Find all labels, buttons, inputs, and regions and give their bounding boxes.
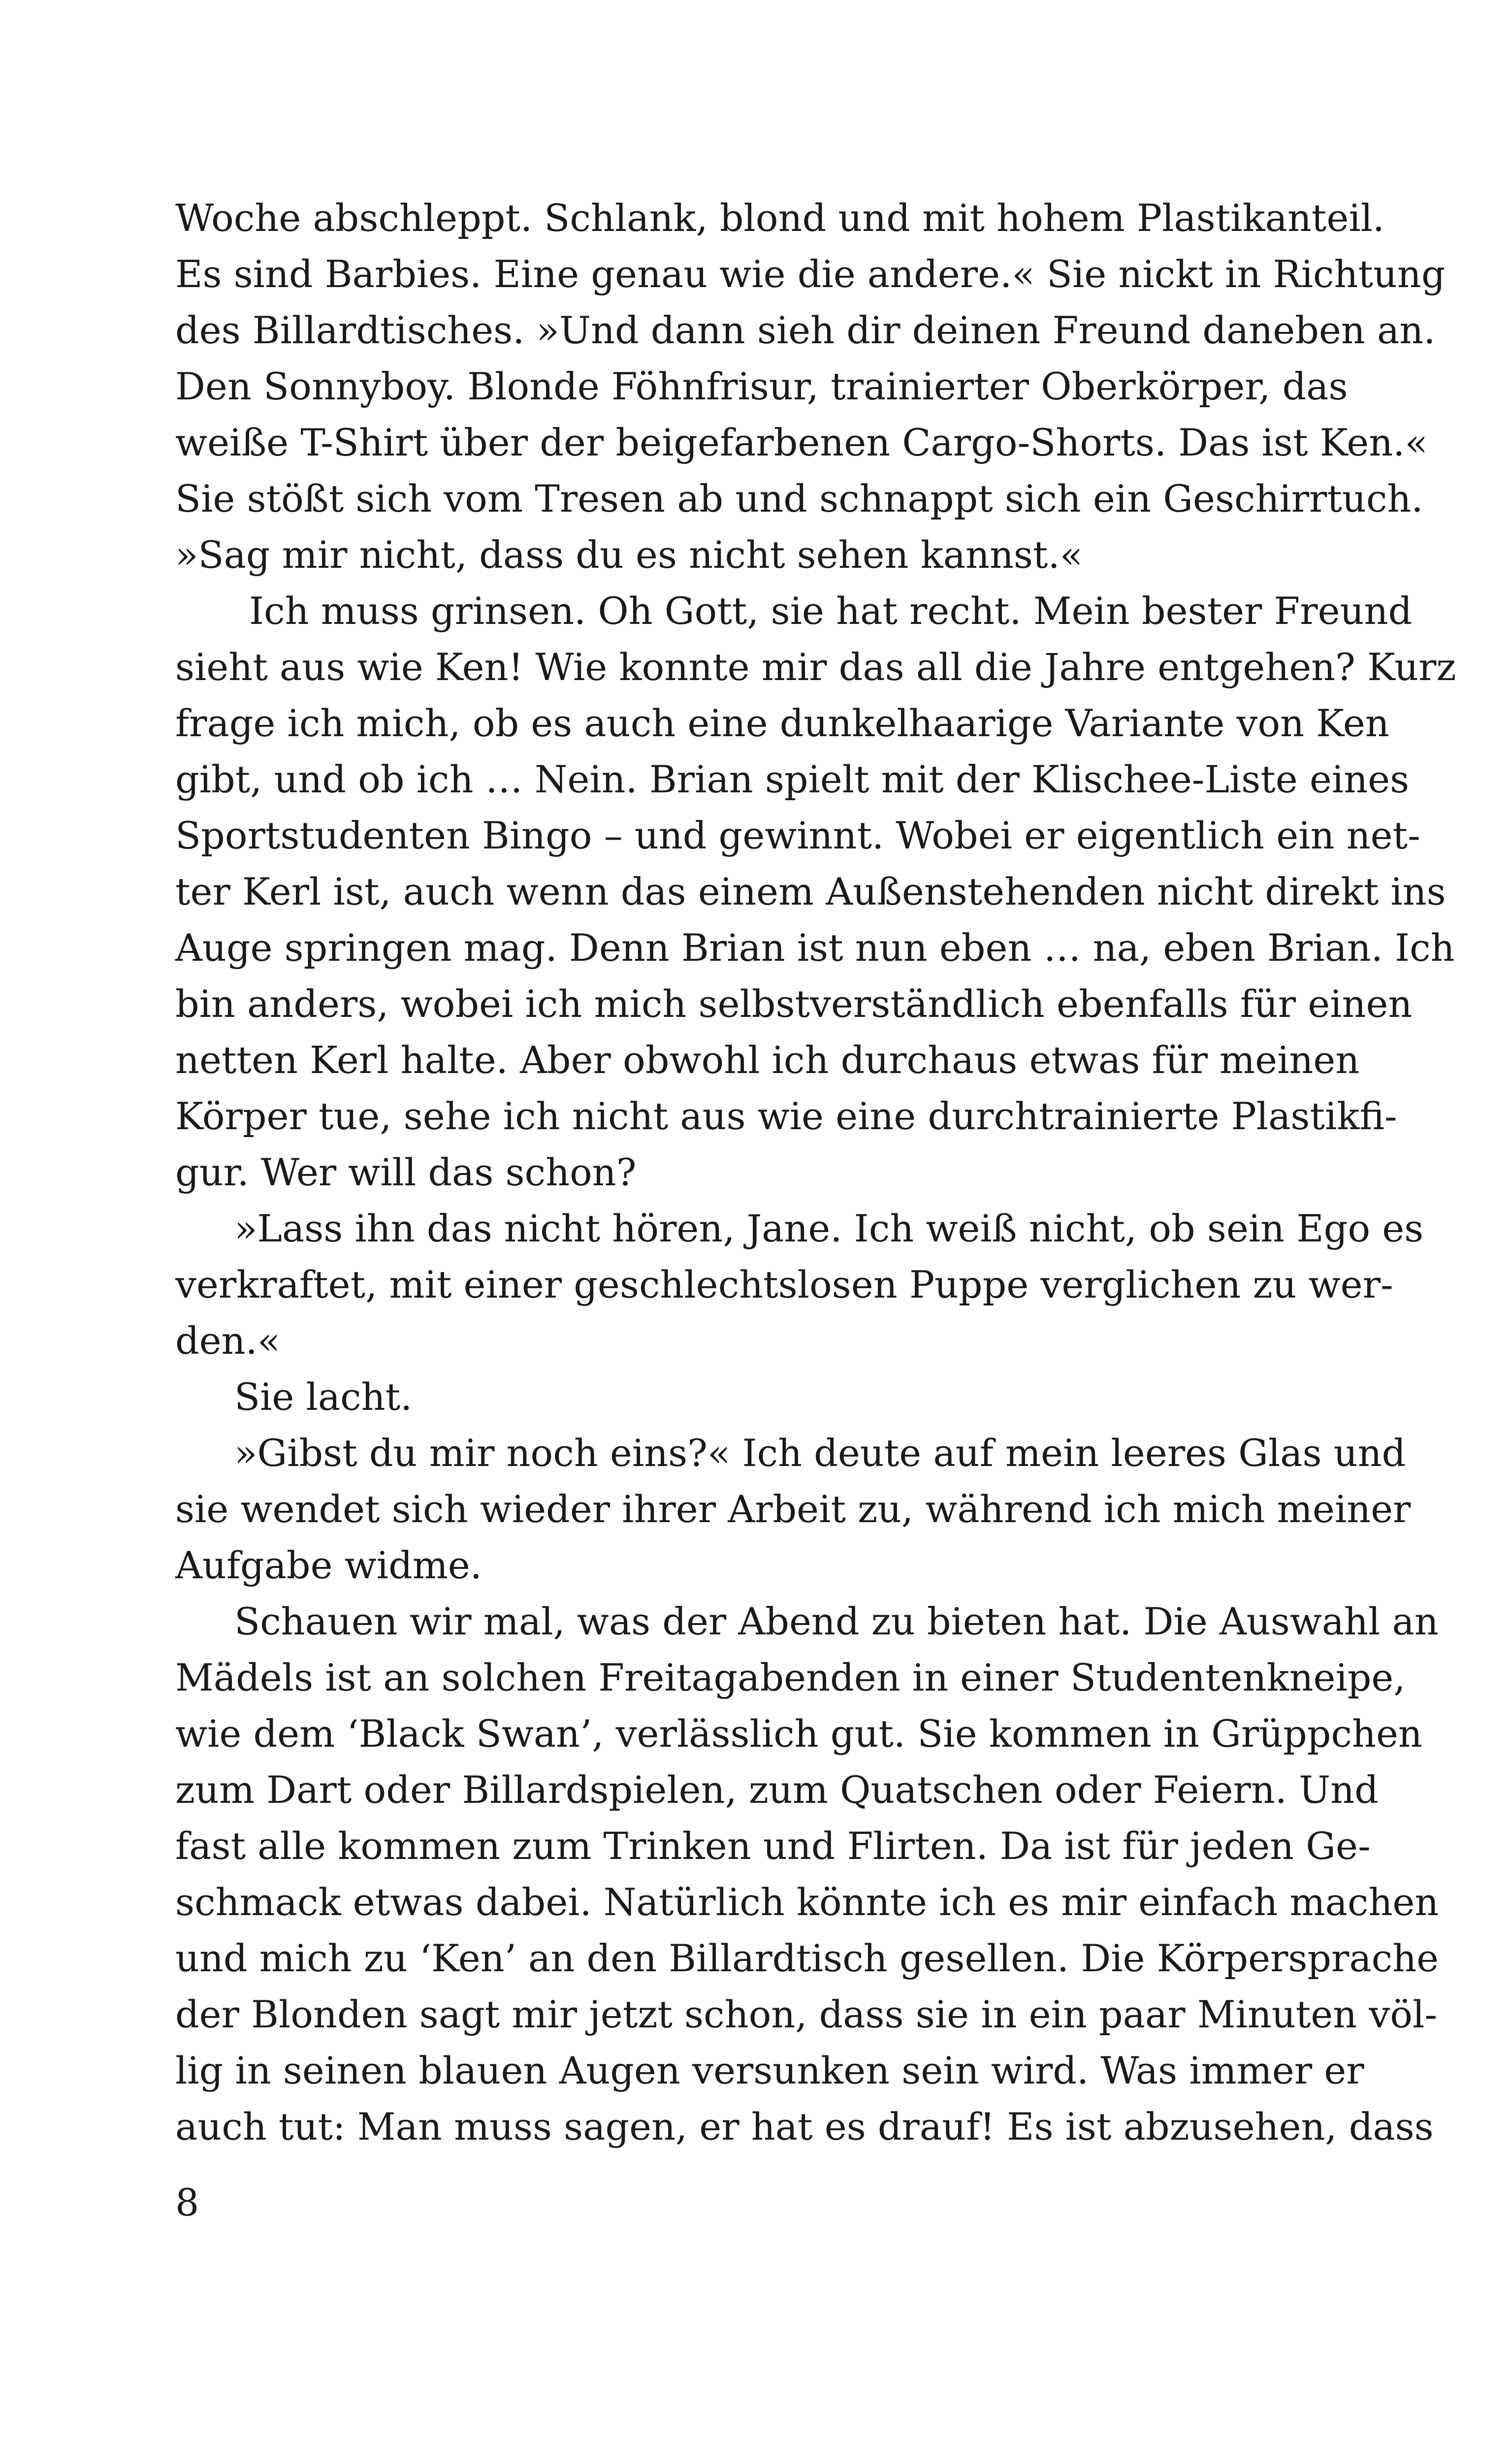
body-text	[175, 190, 1456, 2155]
text-line: gur. Wer will das schon?	[175, 1150, 637, 1194]
text-line: Auge springen mag. Denn Brian ist nun eben … na, eben Brian. Ich	[175, 926, 1455, 970]
text-line: sie wendet sich wieder ihrer Arbeit zu, während ich mich meiner	[175, 1487, 1411, 1531]
text-line: Mädels ist an solchen Freitagabenden in einer Studentenkneipe,	[175, 1656, 1406, 1699]
text-line: bin anders, wobei ich mich selbstverständlich ebenfalls für einen	[175, 982, 1413, 1026]
text-line: Aufgabe widme.	[175, 1543, 482, 1587]
text-line: des Billardtisches. »Und dann sieh dir deinen Freund daneben an.	[175, 308, 1436, 352]
text-line: verkraftet, mit einer geschlechtslosen Puppe verglichen zu wer-	[175, 1263, 1393, 1306]
text-line: der Blonden sagt mir jetzt schon, dass sie in ein paar Minuten völ-	[175, 1992, 1438, 2036]
text-line: schmack etwas dabei. Natürlich könnte ich es mir einfach machen	[175, 1880, 1439, 1924]
text-line: zum Dart oder Billardspielen, zum Quatschen oder Feiern. Und	[175, 1768, 1379, 1812]
text-line: Schauen wir mal, was der Abend zu bieten hat. Die Auswahl an	[234, 1599, 1439, 1643]
text-line: fast alle kommen zum Trinken und Flirten. Da ist für jeden Ge-	[175, 1824, 1371, 1868]
text-line: Sie stößt sich vom Tresen ab und schnappt sich ein Geschirrtuch.	[175, 477, 1423, 521]
text-line: sieht aus wie Ken! Wie konnte mir das all die Jahre entgehen? Kurz	[175, 645, 1456, 689]
text-line: ter Kerl ist, auch wenn das einem Außenstehenden nicht direkt ins	[175, 870, 1446, 913]
text-line: Sportstudenten Bingo – und gewinnt. Wobei er eigentlich ein net-	[175, 814, 1420, 857]
text-line: »Sag mir nicht, dass du es nicht sehen kannst.«	[175, 533, 1083, 577]
text-line: Körper tue, sehe ich nicht aus wie eine durchtrainierte Plastikfi-	[175, 1094, 1397, 1138]
text-line: und mich zu ‘Ken’ an den Billardtisch gesellen. Die Körpersprache	[175, 1936, 1439, 1980]
text-line: gibt, und ob ich … Nein. Brian spielt mit der Klischee-Liste eines	[175, 757, 1410, 801]
text-line: weiße T-Shirt über der beigefarbenen Cargo-Shorts. Das ist Ken.«	[175, 421, 1428, 464]
text-line: netten Kerl halte. Aber obwohl ich durchaus etwas für meinen	[175, 1038, 1360, 1082]
text-line: den.«	[175, 1319, 281, 1363]
text-line: »Lass ihn das nicht hören, Jane. Ich weiß nicht, ob sein Ego es	[234, 1206, 1424, 1250]
text-line: Den Sonnyboy. Blonde Föhnfrisur, trainierter Oberkörper, das	[175, 364, 1348, 408]
text-line: Sie lacht.	[234, 1375, 413, 1419]
text-line: »Gibst du mir noch eins?« Ich deute auf mein leeres Glas und	[234, 1431, 1406, 1475]
text-line: Woche abschleppt. Schlank, blond und mit hohem Plastikanteil.	[175, 196, 1385, 240]
text-line: wie dem ‘Black Swan’, verlässlich gut. Sie kommen in Grüppchen	[175, 1712, 1422, 1756]
page-number: 8	[175, 2181, 199, 2224]
text-line: auch tut: Man muss sagen, er hat es drauf! Es ist abzusehen, dass	[175, 2105, 1434, 2149]
text-line: frage ich mich, ob es auch eine dunkelhaarige Variante von Ken	[175, 701, 1389, 745]
text-line: Ich muss grinsen. Oh Gott, sie hat recht. Mein bester Freund	[249, 589, 1413, 633]
text-line: lig in seinen blauen Augen versunken sein wird. Was immer er	[175, 2049, 1364, 2092]
text-line: Es sind Barbies. Eine genau wie die andere.« Sie nickt in Richtung	[175, 252, 1446, 296]
